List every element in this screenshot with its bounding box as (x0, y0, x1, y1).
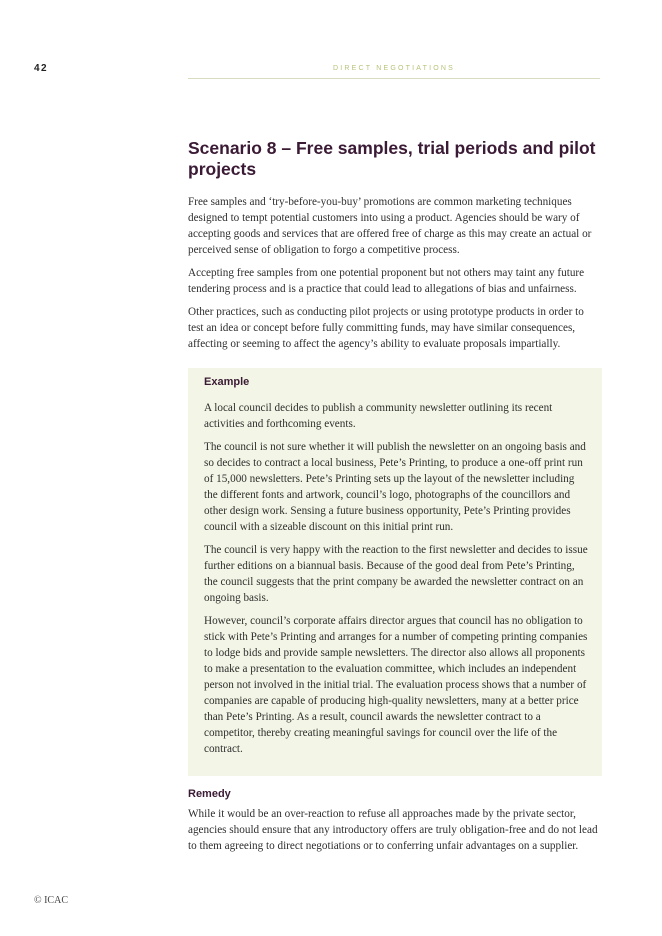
example-heading: Example (204, 376, 250, 388)
intro-paragraph: Other practices, such as conducting pilot projects or using prototype products in order to test an idea or concept before fully committing funds, may have similar consequences, affecting or seeming to affect the agency’s ability to evaluate proposals impartially. (188, 306, 584, 350)
header-rule (188, 78, 600, 79)
remedy-heading: Remedy (188, 788, 231, 800)
example-paragraph: However, council’s corporate affairs director argues that council has no obligation to stick with Pete’s Printing and arranges for a number of competing printing companies to lodge bids and provide sample newsletters. The director also allows all proponents to make a presentation to the evaluation committee, which includes an independent person not involved in the initial trial. The evaluation process shows that a number of companies are capable of producing high-quality newsletters, many at a better price than Pete’s Printing. As a result, council awards the newsletter contract to a competitor, thereby creating meaningful savings for council over the life of the contract. (204, 615, 588, 755)
running-head: DIRECT NEGOTIATIONS (332, 65, 456, 72)
page-number: 42 (34, 63, 49, 74)
remedy-paragraph: While it would be an over-reaction to refuse all approaches made by the private sector, agencies should ensure that any introductory offers are truly obligation-free and do not lead to them agreeing to direct negotiations or to conferring unfair advantages on a supplier. (188, 808, 598, 852)
example-paragraph: The council is not sure whether it will publish the newsletter on an ongoing basis and so decides to contract a local business, Pete’s Printing, to produce a one-off print run of 15,000 newsletters. Pete’s Printing sets up the layout of the newsletter including the different fonts and artwork, council’s logo, photographs of the councillors and other design work. Sensing a future business opportunity, Pete’s Printing provides council with a sizeable discount on this initial print run. (204, 441, 586, 533)
intro-paragraph: Accepting free samples from one potential proponent but not others may taint any future tendering process and is a practice that could lead to allegations of bias and unfairness. (188, 267, 585, 295)
example-paragraph: The council is very happy with the reaction to the first newsletter and decides to issue further editions on a biannual basis. Because of the good deal from Pete’s Printing, the council suggests that the print company be awarded the newsletter contract on an ongoing basis. (204, 544, 588, 604)
footer-copyright: © ICAC (34, 895, 68, 906)
intro-paragraph: Free samples and ‘try-before-you-buy’ promotions are common marketing techniques designed to tempt potential customers into using a product. Agencies should be wary of accepting goods and services that are offered free of charge as this may create an actual or perceived sense of obligation to forgo a competitive process. (188, 196, 592, 256)
main-content (188, 138, 602, 861)
example-box (188, 368, 602, 776)
scenario-title: Scenario 8 – Free samples, trial periods and pilot projects (188, 138, 596, 179)
example-paragraph: A local council decides to publish a community newsletter outlining its recent activities and forthcoming events. (204, 402, 553, 430)
